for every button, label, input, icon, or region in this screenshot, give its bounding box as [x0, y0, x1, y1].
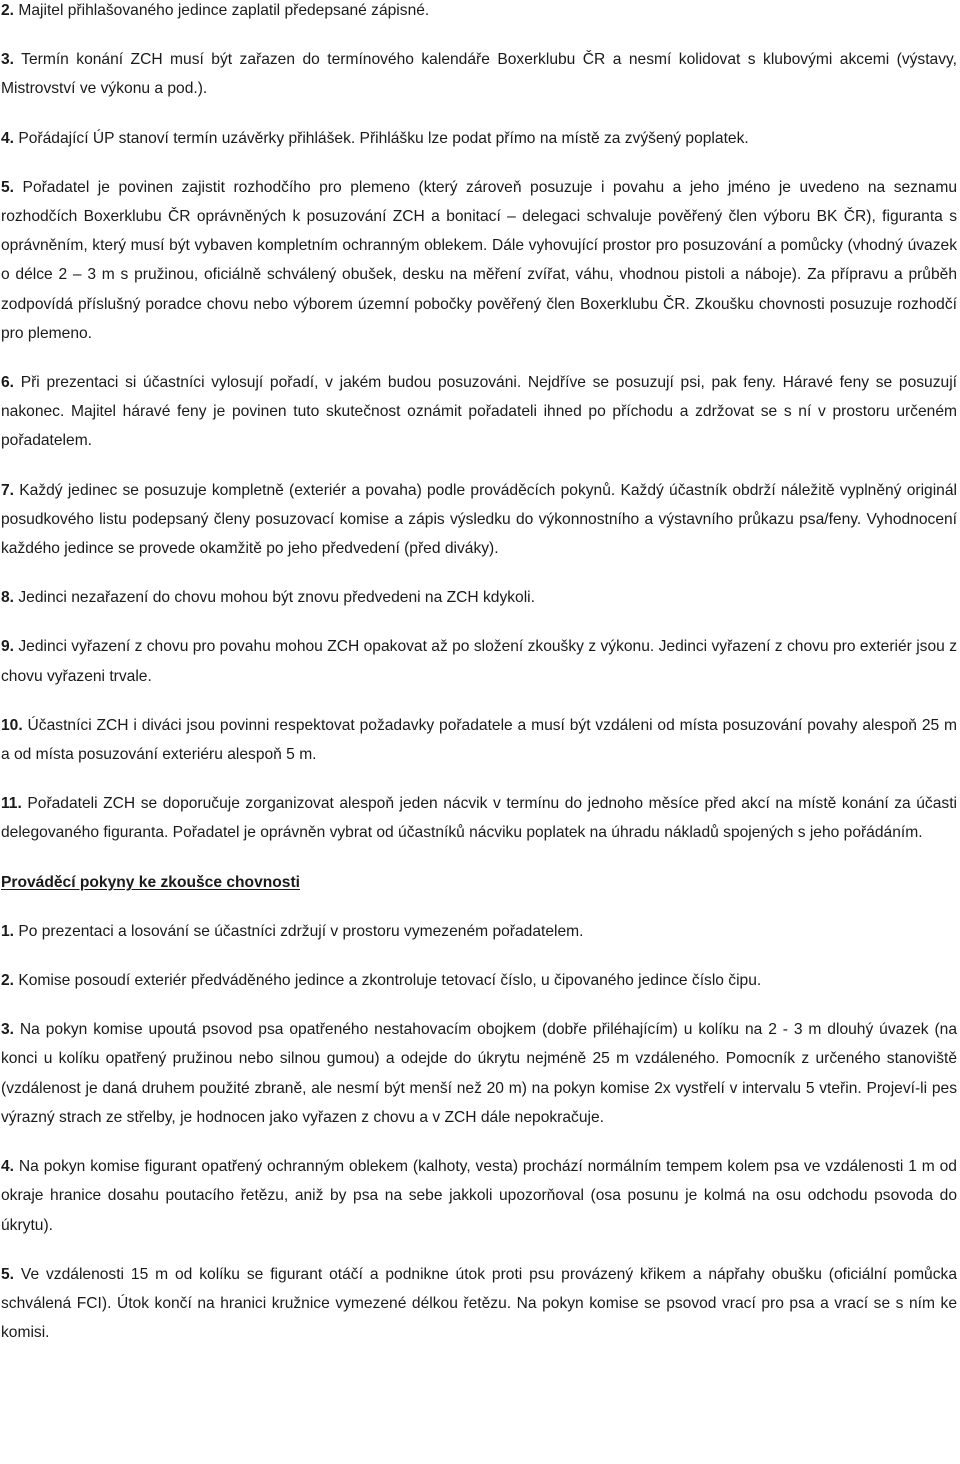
rule-text: Termín konání ZCH musí být zařazen do termínového kalendáře Boxerklubu ČR a nesmí kolidovat s klubovými akcemi (výstavy, Mistrovství ve výkonu a pod.).: [1, 51, 957, 98]
instruction-text: Ve vzdálenosti 15 m od kolíku se figurant otáčí a podnikne útok proti psu provázený křikem a nápřahy obušku (oficiální pomůcka schválená FCI). Útok končí na hranici kružnice vymezené délkou řetězu. Na pokyn komise se psovod vrací pro psa a vrací se s ním ke komisi.: [1, 1265, 957, 1342]
instruction-number: 3.: [1, 1021, 15, 1039]
rule-paragraph-10: [1, 711, 957, 769]
rule-text: Jedinci nezařazení do chovu mohou být znovu předvedeni na ZCH kdykoli.: [14, 589, 535, 607]
instruction-paragraph-3: [1, 1015, 957, 1132]
instruction-paragraph-2: [1, 966, 957, 995]
instruction-text: Po prezentaci a losování se účastníci zdržují v prostoru vymezeném pořadatelem.: [14, 922, 584, 940]
rule-number: 10.: [1, 716, 23, 734]
instruction-number: 2.: [1, 972, 15, 990]
rule-number: 4.: [1, 129, 15, 147]
rule-text: Majitel přihlašovaného jedince zaplatil předepsané zápisné.: [14, 2, 430, 19]
instruction-paragraph-5: [1, 1260, 957, 1348]
rule-paragraph-4: [1, 124, 957, 153]
rule-text: Každý jedinec se posuzuje kompletně (exteriér a povaha) podle prováděcích pokynů. Každý účastník obdrží náležitě vyplněný originál posudkového listu podepsaný členy posuzovací komise a zápis výsledku do výkonnostního a výstavního průkazu psa/feny. Vyhodnocení každého jedince se provede okamžitě po jeho předvedení (před diváky).: [1, 481, 957, 558]
section-heading: Prováděcí pokyny ke zkoušce chovnosti: [1, 873, 300, 891]
rule-number: 3.: [1, 51, 15, 69]
instruction-number: 4.: [1, 1158, 15, 1176]
instruction-paragraph-1: [1, 917, 957, 946]
rule-paragraph-7: [1, 476, 957, 564]
rule-text: Jedinci vyřazení z chovu pro povahu mohou ZCH opakovat až po složení zkoušky z výkonu. Jedinci vyřazení z chovu pro exteriér jsou z chovu vyřazeni trvale.: [1, 638, 957, 685]
rule-text: Při prezentaci si účastníci vylosují pořadí, v jakém budou posuzováni. Nejdříve se posuzují psi, pak feny. Háravé feny se posuzují nakonec. Majitel háravé feny je povinen tuto skutečnost oznámit pořadateli ihned po příchodu a zdržovat se s ní v prostoru určeném pořadatelem.: [1, 374, 957, 450]
rule-number: 9.: [1, 638, 15, 656]
instruction-number: 1.: [1, 922, 15, 940]
rule-text: Účastníci ZCH i diváci jsou povinni respektovat požadavky pořadatele a musí být vzdáleni od místa posuzování povahy alespoň 25 m a od místa posuzování exteriéru alespoň 5 m.: [1, 716, 957, 764]
rule-number: 6.: [1, 374, 15, 392]
instruction-number: 5.: [1, 1265, 15, 1283]
instruction-text: Na pokyn komise figurant opatřený ochranným oblekem (kalhoty, vesta) prochází normálním tempem kolem psa ve vzdálenosti 1 m od okraje hranice dosahu poutacího řetězu, aniž by psa na sebe jakkoli upozorňoval (osa posunu je kolmá na osu odchodu psovoda do úkrytu).: [1, 1158, 957, 1234]
rule-number: 11.: [1, 795, 22, 813]
rule-number: 7.: [1, 481, 15, 499]
rule-paragraph-9: [1, 632, 957, 690]
rule-text: Pořadateli ZCH se doporučuje zorganizovat alespoň jeden nácvik v termínu do jednoho měsíce před akcí na místě konání za účasti delegovaného figuranta. Pořadatel je oprávněn vybrat od účastníků nácviku poplatek na úhradu nákladů spojených s jeho pořádáním.: [1, 795, 957, 842]
rule-paragraph-11: [1, 789, 957, 847]
instruction-paragraph-4: [1, 1152, 957, 1240]
rule-number: 5.: [1, 178, 15, 196]
rule-paragraph-2: [1, 0, 957, 25]
instruction-text: Na pokyn komise upoutá psovod psa opatřeného nestahovacím obojkem (dobře přiléhajícím) u kolíku na 2 - 3 m dlouhý úvazek (na konci u kolíku opatřený pružinou nebo silnou gumou) a odejde do úkrytu nejméně 25 m vzdáleného. Pomocník z určeného stanoviště (vzdálenost je daná druhem použité zbraně, ale nesmí být menší než 20 m) na pokyn komise 2x vystřelí v intervalu 5 vteřin. Projeví-li pes výrazný strach ze střelby, je hodnocen jako vyřazen z chovu a v ZCH dále nepokračuje.: [1, 1021, 957, 1126]
instruction-text: Komise posoudí exteriér předváděného jedince a zkontroluje tetovací číslo, u čipovaného jedince číslo čipu.: [14, 972, 762, 990]
rule-number: 8.: [1, 589, 15, 607]
rule-paragraph-6: [1, 368, 957, 456]
rule-paragraph-8: [1, 583, 957, 612]
rule-number: 2.: [1, 2, 15, 19]
rule-paragraph-5: [1, 173, 957, 348]
rule-text: Pořadatel je povinen zajistit rozhodčího pro plemeno (který zároveň posuzuje i povahu a jeho jméno je uvedeno na seznamu rozhodčích Boxerklubu ČR oprávněných k posuzování ZCH a bonitací – delegaci schvaluje pověřený člen výboru BK ČR), figuranta s oprávněním, který musí být vybaven kompletním ochranným oblekem. Dále vyhovující prostor pro posuzování a pomůcky (vhodný úvazek o délce 2 – 3 m s pružinou, oficiálně schválený obušek, desku na měření zvířat, váhu, vhodnou pistoli a náboje). Za přípravu a průběh zodpovídá příslušný poradce chovu nebo výborem územní pobočky pověřený člen Boxerklubu ČR. Zkoušku chovnosti posuzuje rozhodčí pro plemeno.: [1, 178, 957, 342]
rule-paragraph-3: [1, 45, 957, 103]
rule-text: Pořádající ÚP stanoví termín uzávěrky přihlášek. Přihlášku lze podat přímo na místě za zvýšený poplatek.: [14, 129, 749, 147]
